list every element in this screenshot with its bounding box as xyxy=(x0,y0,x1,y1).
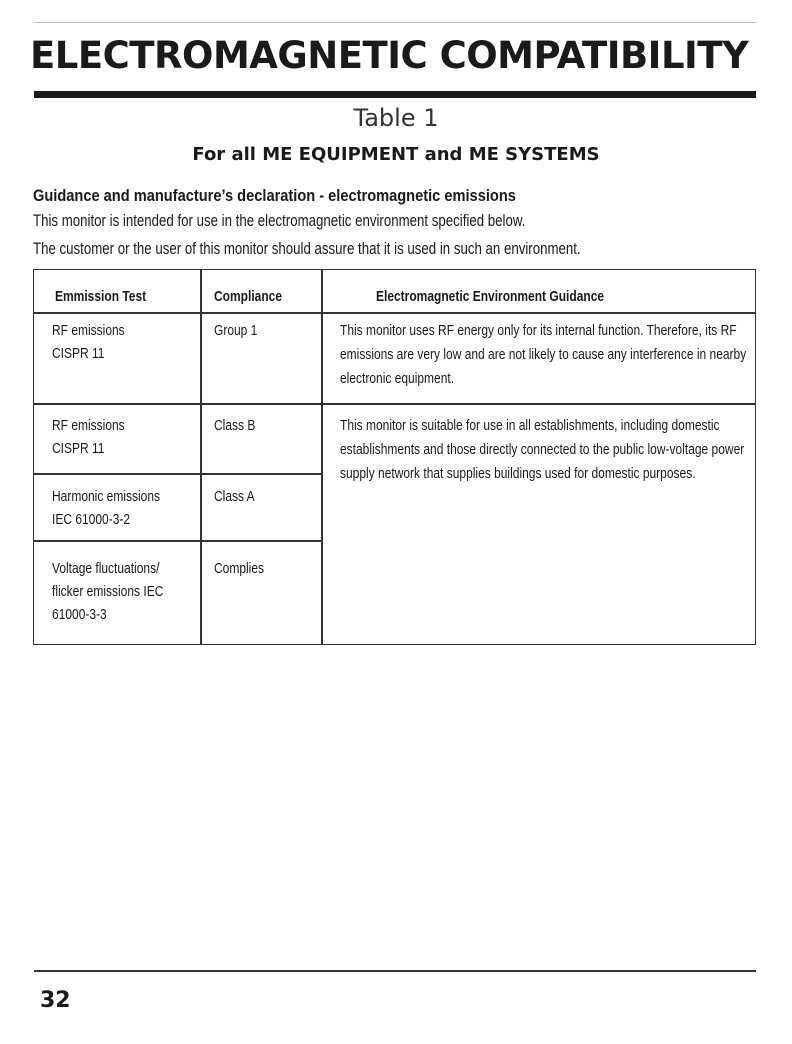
row-1-test-line-1: RF emissions xyxy=(52,322,125,339)
header-emission-test: Emmission Test xyxy=(55,288,147,305)
title-underline-bar xyxy=(34,91,756,98)
row-2-guidance-line-3: supply network that supplies buildings used for domestic purposes. xyxy=(340,465,696,482)
row-3-test-line-2: IEC 61000-3-2 xyxy=(52,511,131,528)
guidance-heading: Guidance and manufacture’s declaration - electromagnetic emissions xyxy=(33,186,516,205)
row-4-test-line-3: 61000-3-3 xyxy=(52,606,107,623)
table-caption: Table 1 xyxy=(353,104,439,132)
row-1-guidance-line-3: electronic equipment. xyxy=(340,370,455,387)
intro-line-2: The customer or the user of this monitor should assure that it is used in such an environment. xyxy=(33,239,581,258)
row-2-guidance-line-1: This monitor is suitable for use in all establishments, including domestic xyxy=(340,417,720,434)
row-1-compliance: Group 1 xyxy=(214,322,258,339)
row-4-compliance: Complies xyxy=(214,560,265,577)
column-divider xyxy=(200,270,202,644)
header-guidance: Electromagnetic Environment Guidance xyxy=(376,288,605,305)
footer-rule xyxy=(34,970,756,972)
row-2-test-line-1: RF emissions xyxy=(52,417,125,434)
row-rule xyxy=(34,473,322,475)
row-1-guidance-line-2: emissions are very low and are not likely to cause any interference in nearby xyxy=(340,346,747,363)
row-1-test-line-2: CISPR 11 xyxy=(52,345,105,362)
header-rule xyxy=(34,312,755,314)
top-rule xyxy=(34,22,756,23)
row-2-test-line-2: CISPR 11 xyxy=(52,440,105,457)
row-rule xyxy=(34,540,322,542)
row-2-compliance: Class B xyxy=(214,417,256,434)
row-rule xyxy=(34,403,755,405)
intro-line-1: This monitor is intended for use in the electromagnetic environment specified below. xyxy=(33,211,526,230)
row-3-compliance: Class A xyxy=(214,488,255,505)
emissions-table xyxy=(33,269,756,645)
column-divider xyxy=(321,270,323,644)
row-1-guidance-line-1: This monitor uses RF energy only for its internal function. Therefore, its RF xyxy=(340,322,737,339)
page-title: ELECTROMAGNETIC COMPATIBILITY xyxy=(30,34,749,77)
row-2-guidance-line-2: establishments and those directly connected to the public low-voltage power xyxy=(340,441,745,458)
subtitle: For all ME EQUIPMENT and ME SYSTEMS xyxy=(192,144,600,165)
header-compliance: Compliance xyxy=(214,288,283,305)
row-3-test-line-1: Harmonic emissions xyxy=(52,488,161,505)
page-number: 32 xyxy=(40,988,71,1013)
row-4-test-line-2: flicker emissions IEC xyxy=(52,583,164,600)
row-4-test-line-1: Voltage fluctuations/ xyxy=(52,560,160,577)
